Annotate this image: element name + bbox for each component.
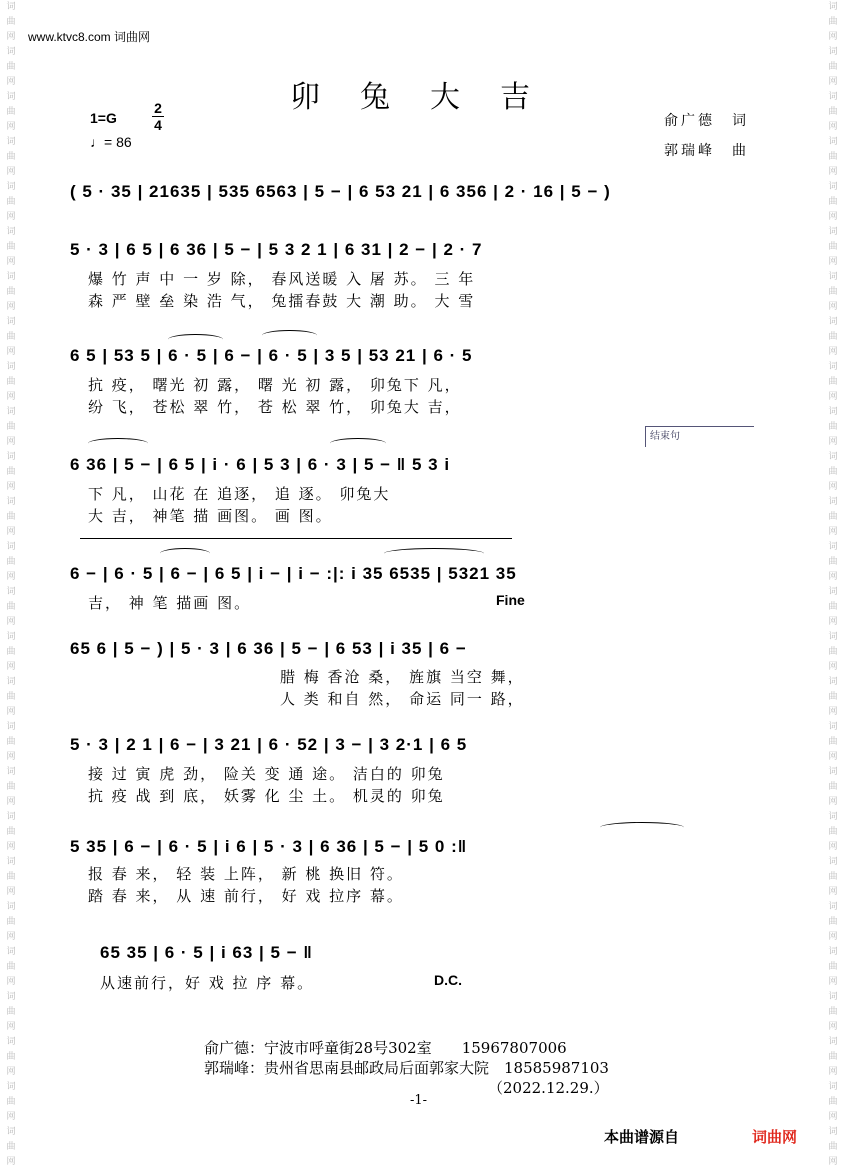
tempo-marking: ♩= 86 bbox=[90, 134, 132, 150]
lyricist-credit: 俞广德 词 bbox=[664, 113, 749, 129]
notation-line-5: 6 − | 6 · 5 | 6 − | 6 5 | i − | i − :|: i 35 6535 | 5321 35 bbox=[70, 564, 517, 583]
composer-credit: 郭瑞峰 曲 bbox=[664, 143, 749, 159]
time-top: 2 bbox=[154, 100, 162, 116]
lyrics-line-2-verse-1: 爆 竹 声 中 一 岁 除， 春风送暖 入 屠 苏。 三 年 bbox=[88, 270, 476, 288]
lyrics-line-7-verse-2: 抗 疫 战 到 底， 妖雾 化 尘 土。 机灵的 卯兔 bbox=[88, 787, 445, 805]
lyrics-line-6-verse-2: 人 类 和自 然， 命运 同一 路， bbox=[280, 690, 525, 708]
site-url[interactable]: www.ktvc8.com bbox=[28, 30, 111, 44]
dc-mark: D.C. bbox=[434, 972, 462, 988]
lyrics-line-3-verse-2: 纷 飞， 苍松 翠 竹， 苍 松 翠 竹， 卯兔大 吉， bbox=[88, 398, 462, 416]
notation-line-6: 65 6 | 5 − ) | 5 · 3 | 6 36 | 5 − | 6 53 | i 35 | 6 − bbox=[70, 639, 467, 658]
page-number: -1- bbox=[410, 1093, 428, 1108]
lyrics-line-3-verse-1: 抗 疫， 曙光 初 露， 曙 光 初 露， 卯兔下 凡， bbox=[88, 376, 462, 394]
time-bottom: 4 bbox=[154, 117, 162, 133]
quarter-note-icon: ♩ bbox=[90, 134, 104, 150]
fine-mark: Fine bbox=[496, 592, 525, 608]
song-title: 卯兔大吉 bbox=[290, 80, 570, 115]
lyrics-line-8-verse-1: 报 春 来， 轻 装 上阵， 新 桃 换旧 符。 bbox=[88, 865, 404, 883]
lyrics-line-8-verse-2: 踏 春 来， 从 速 前行， 好 戏 拉序 幕。 bbox=[88, 887, 404, 905]
time-signature bbox=[152, 100, 164, 133]
date-label: （2022.12.29.） bbox=[488, 1079, 609, 1097]
notation-line-3: 6 5 | 53 5 | 6 · 5 | 6 − | 6 · 5 | 3 5 | 53 21 | 6 · 5 bbox=[70, 346, 473, 365]
lyrics-line-5-verse-1: 吉， 神 笔 描画 图。 bbox=[88, 594, 252, 612]
notation-line-2: 5 · 3 | 6 5 | 6 36 | 5 − | 5 3 2 1 | 6 31 | 2 − | 2 · 7 bbox=[70, 240, 483, 259]
footer-source-text: 本曲谱源自 bbox=[604, 1128, 680, 1146]
lyrics-line-9-verse-1: 从速前行，好 戏 拉 序 幕。 bbox=[100, 974, 315, 992]
lyrics-line-4-verse-1: 下 凡， 山花 在 追逐， 追 逐。 卯兔大 bbox=[88, 485, 391, 503]
site-name[interactable]: 词曲网 bbox=[114, 30, 151, 44]
notation-line-7: 5 · 3 | 2 1 | 6 − | 3 21 | 6 · 52 | 3 − | 3 2·1 | 6 5 bbox=[70, 735, 468, 754]
slur-1 bbox=[168, 334, 223, 345]
notation-line-9: 65 35 | 6 · 5 | i 63 | 5 − ‖ bbox=[100, 943, 313, 962]
slur-2 bbox=[262, 330, 317, 341]
right-watermark: 词曲网 词曲网 词曲网 词曲网 词曲网 词曲网 词曲网 词曲网 词曲网 词曲网 词曲网 词曲网 词曲网 词曲网 词曲网 词曲网 词曲网 词曲网 词曲网 词曲网 词曲网 词曲网 词曲网 词曲网 词曲网 词曲网 bbox=[828, 2, 838, 1167]
site-header bbox=[28, 28, 150, 45]
lyrics-line-4-verse-2: 大 吉， 神笔 描 画图。 画 图。 bbox=[88, 507, 333, 525]
ending-label: 结束句 bbox=[650, 431, 680, 442]
notation-line-8: 5 35 | 6 − | 6 · 5 | i 6 | 5 · 3 | 6 36 | 5 − | 5 0 :‖ bbox=[70, 837, 468, 856]
slur-5 bbox=[160, 548, 210, 559]
footer-brand[interactable]: 词曲网 bbox=[752, 1128, 798, 1146]
slur-6 bbox=[384, 548, 484, 559]
lyrics-line-2-verse-2: 森 严 壁 垒 染 浩 气， 兔擂春鼓 大 潮 助。 大 雪 bbox=[88, 292, 476, 310]
slur-4 bbox=[330, 438, 386, 449]
slur-3 bbox=[88, 438, 148, 449]
slur-7 bbox=[600, 822, 684, 833]
lyrics-line-7-verse-1: 接 过 寅 虎 劲， 险关 变 通 途。 洁白的 卯兔 bbox=[88, 765, 445, 783]
contact-composer: 郭瑞峰：贵州省思南县邮政局后面郭家大院 18585987103 bbox=[204, 1059, 609, 1077]
notation-line-4: 6 36 | 5 − | 6 5 | i · 6 | 5 3 | 6 · 3 | 5 − ‖ 5 3 i bbox=[70, 455, 451, 474]
key-signature: 1=G bbox=[90, 110, 117, 126]
lyrics-line-6-verse-1: 腊 梅 香沧 桑， 旌旗 当空 舞， bbox=[280, 668, 525, 686]
contact-lyricist: 俞广德：宁波市呼童街28号302室 15967807006 bbox=[204, 1039, 567, 1057]
left-watermark: 词曲网 词曲网 词曲网 词曲网 词曲网 词曲网 词曲网 词曲网 词曲网 词曲网 词曲网 词曲网 词曲网 词曲网 词曲网 词曲网 词曲网 词曲网 词曲网 词曲网 词曲网 词曲网 词曲网 词曲网 词曲网 词曲网 bbox=[6, 2, 16, 1167]
notation-line-1: ( 5 · 35 | 21635 | 535 6563 | 5 − | 6 53 21 | 6 356 | 2 · 16 | 5 − ) bbox=[70, 182, 611, 201]
